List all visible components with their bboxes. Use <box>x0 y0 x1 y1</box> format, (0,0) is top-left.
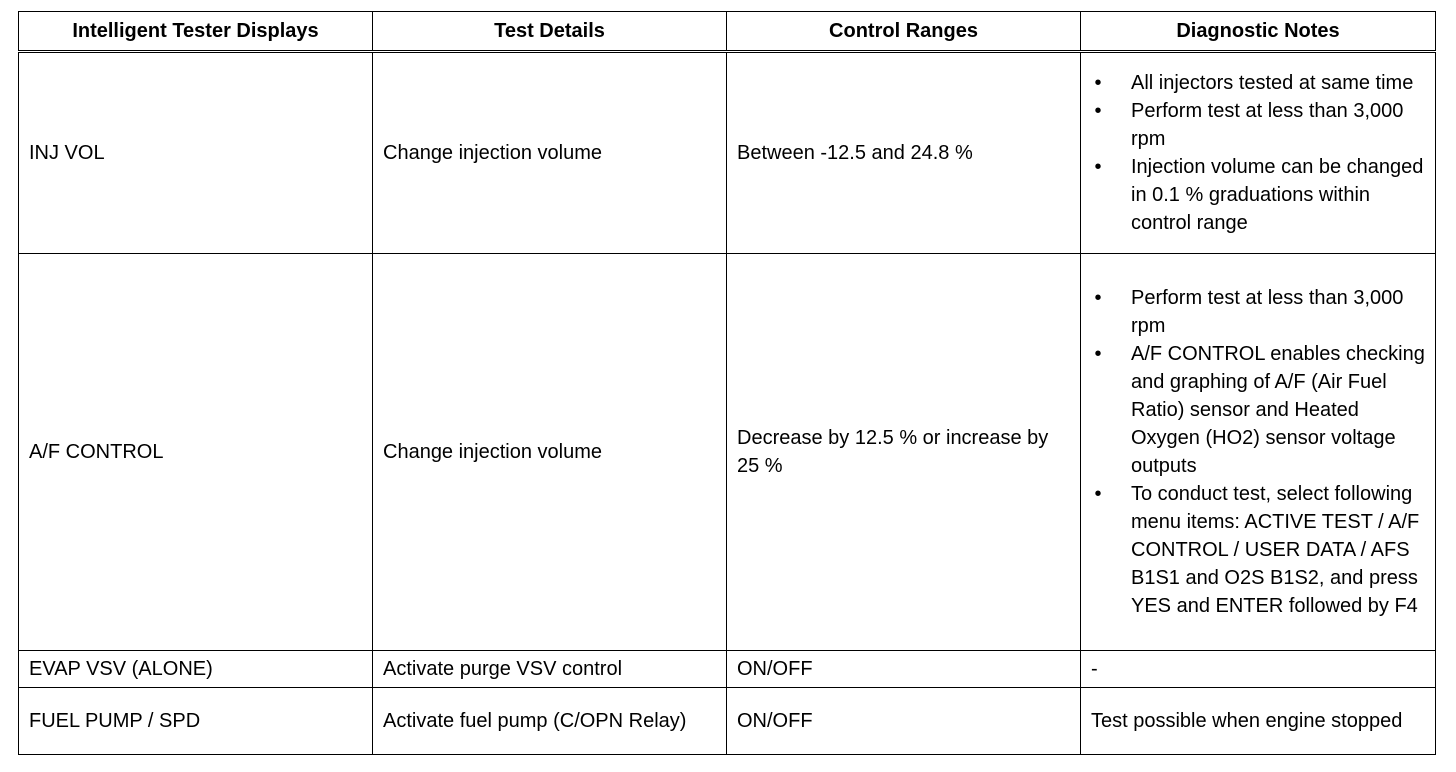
list-item <box>1091 153 1425 237</box>
range-cell: Between -12.5 and 24.8 % <box>727 52 1081 254</box>
bullet-icon: • <box>1094 343 1102 365</box>
column-header-notes: Diagnostic Notes <box>1081 12 1436 52</box>
column-header-displays: Intelligent Tester Displays <box>19 12 373 52</box>
display-cell: INJ VOL <box>19 52 373 254</box>
note-text: To conduct test, select following menu items: ACTIVE TEST / A/F CONTROL / USER DATA / AFS B1S1 and O2S B1S2, and press YES and ENTER followed by F4 <box>1131 483 1420 617</box>
bullet-icon: • <box>1094 287 1102 309</box>
notes-cell: Test possible when engine stopped <box>1081 688 1436 755</box>
note-text: Perform test at less than 3,000 rpm <box>1131 287 1404 337</box>
table-row <box>19 254 1436 651</box>
bullet-icon: • <box>1094 72 1102 94</box>
notes-list <box>1091 69 1425 237</box>
details-cell: Activate fuel pump (C/OPN Relay) <box>373 688 727 755</box>
table-row <box>19 651 1436 688</box>
list-item <box>1091 480 1425 620</box>
range-cell: Decrease by 12.5 % or increase by 25 % <box>727 254 1081 651</box>
table-row <box>19 52 1436 254</box>
details-cell: Change injection volume <box>373 254 727 651</box>
notes-cell <box>1081 52 1436 254</box>
note-text: All injectors tested at same time <box>1131 72 1414 94</box>
notes-cell <box>1081 254 1436 651</box>
bullet-icon: • <box>1094 156 1102 178</box>
list-item <box>1091 97 1425 153</box>
note-text: Injection volume can be changed in 0.1 % graduations within control range <box>1131 156 1424 234</box>
list-item <box>1091 340 1425 480</box>
list-item <box>1091 284 1425 340</box>
range-cell: ON/OFF <box>727 651 1081 688</box>
display-cell: A/F CONTROL <box>19 254 373 651</box>
display-cell: EVAP VSV (ALONE) <box>19 651 373 688</box>
bullet-icon: • <box>1094 483 1102 505</box>
details-cell: Activate purge VSV control <box>373 651 727 688</box>
column-header-ranges: Control Ranges <box>727 12 1081 52</box>
notes-list <box>1091 284 1425 620</box>
bullet-icon: • <box>1094 100 1102 122</box>
column-header-details: Test Details <box>373 12 727 52</box>
list-item <box>1091 69 1425 97</box>
range-cell: ON/OFF <box>727 688 1081 755</box>
notes-cell: - <box>1081 651 1436 688</box>
table-header-row <box>19 12 1436 52</box>
display-cell: FUEL PUMP / SPD <box>19 688 373 755</box>
note-text: A/F CONTROL enables checking and graphing of A/F (Air Fuel Ratio) sensor and Heated Oxygen (HO2) sensor voltage outputs <box>1131 343 1425 477</box>
active-test-table <box>18 11 1436 755</box>
details-cell: Change injection volume <box>373 52 727 254</box>
table-row <box>19 688 1436 755</box>
note-text: Perform test at less than 3,000 rpm <box>1131 100 1404 150</box>
